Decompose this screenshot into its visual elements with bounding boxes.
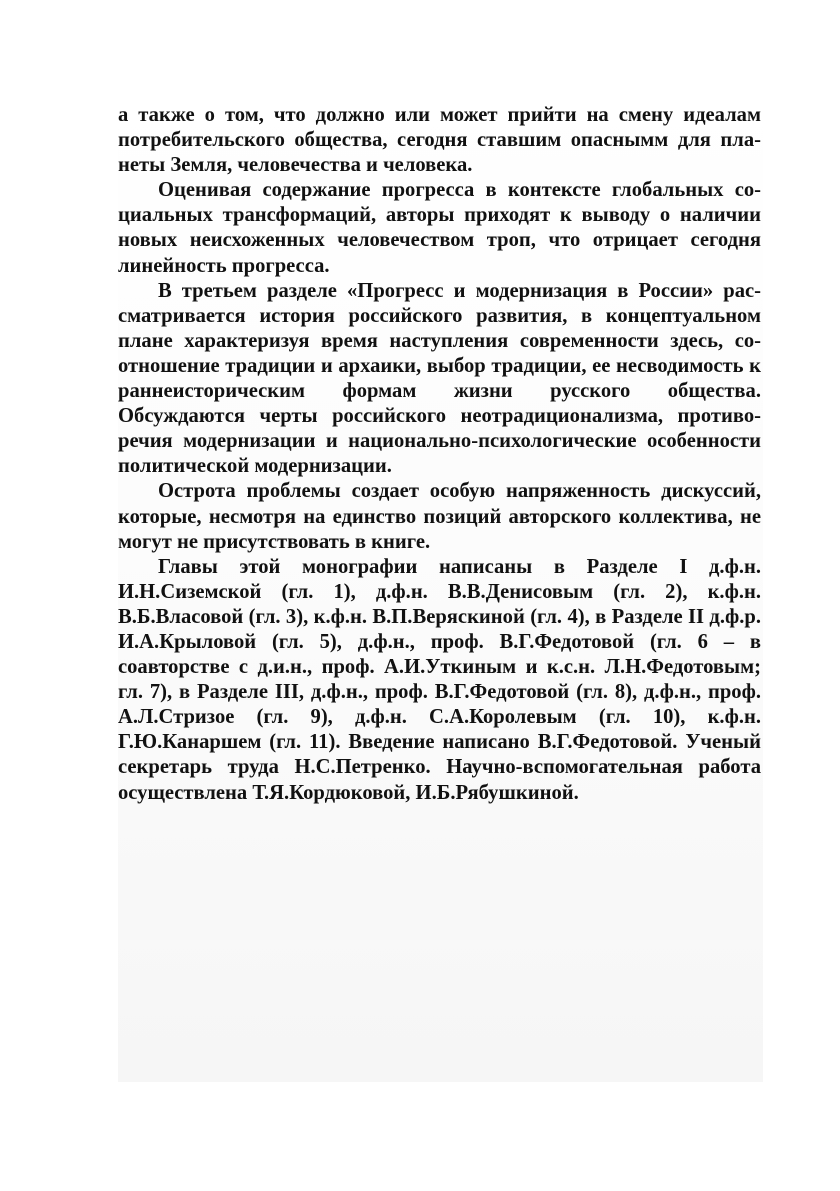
paragraph-authors: Главы этой монографии написаны в Разделе I д.ф.н. И.Н.Сиземской (гл. 1), д.ф.н. В.В.Денисовым (гл. 2), к.ф.н. В.Б.Власовой (гл. 3), к.ф.н. В.П.Веряскиной (гл. 4), в Разделе II д.ф.р. И.А.Крыловой (гл. 5), д.ф.н., проф. В.Г.Федотовой (гл. 6 – в соавторстве с д.и.н., проф. А.И.Уткиным и к.с.н. Л.Н.Федотовым; гл. 7), в Разделе III, д.ф.н., проф. В.Г.Федотовой (гл. 8), д.ф.н., проф. А.Л.Стризое (гл. 9), д.ф.н. С.А.Королевым (гл. 10), к.ф.н. Г.Ю.Канаршем (гл. 11). Введение написано В.Г.Федотовой. Ученый секретарь труда Н.С.Петренко. Научно-вспомогательная работа осуществлена Т.Я.Кордюковой, И.Б.Рябушкиной. bbox=[118, 555, 761, 804]
paragraph-progress-content: Оценивая содержание прогресса в контексте глобальных социальных трансформаций, авторы приходят к выводу о наличии новых неисхоженных человечеством троп, что отрицает сегодня линейность прогресса. bbox=[118, 179, 761, 277]
paragraph-continuation: а также о том, что должно или может прийти на смену идеалам потребительского общества, сегодня ставшим опаснымм для планеты Земля, человечества и человека. bbox=[118, 104, 761, 177]
paragraph-third-section: В третьем разделе «Прогресс и модернизация в России» рассматривается история российского развития, в концептуальном плане характеризуя время наступления современности здесь, соотношение традиции и архаики, выбор традиции, ее несводимость к раннеисторическим формам жизни русского общества. Обсуждаются черты российского неотрадиционализма, противоречия модернизации и национально-психологические особенности политической модернизации. bbox=[118, 279, 761, 478]
paragraph-discussion: Острота проблемы создает особую напряженность дискуссий, которые, несмотря на единство позиций авторского коллектива, не могут не присутствовать в книге. bbox=[118, 480, 761, 553]
body-text bbox=[118, 103, 761, 806]
